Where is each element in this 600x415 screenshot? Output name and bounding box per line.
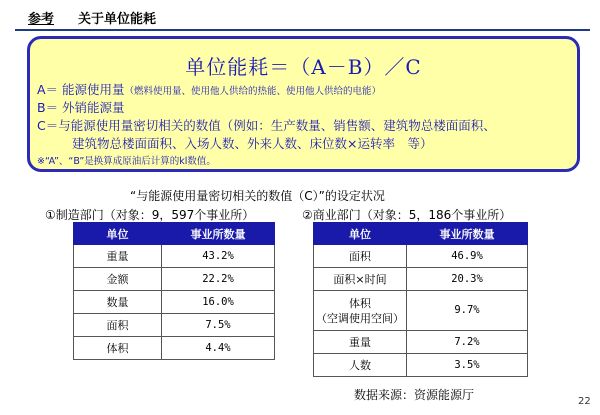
value-cell: 7.2% [407, 331, 528, 354]
table-row [74, 314, 275, 337]
manufacturing-table [73, 222, 275, 360]
value-cell: 20.3% [407, 268, 528, 291]
unit-cell: 数量 [74, 291, 162, 314]
unit-cell-main: 体积 [349, 296, 371, 310]
header-divider [15, 29, 590, 31]
unit-cell: 面积×时间 [314, 268, 407, 291]
table-row [74, 337, 275, 360]
manufacturing-label: ①制造部门（对象：9，597个事业所） [45, 208, 255, 222]
table-row [314, 268, 528, 291]
definition-c-line1: C＝与能源使用量密切相关的数值（例如：生产数量、销售额、建筑物总楼面面积、 [37, 118, 496, 133]
table-row [74, 268, 275, 291]
table-row [314, 354, 528, 377]
table-header-row [74, 223, 275, 245]
unit-cell: 面积 [314, 245, 407, 268]
value-cell: 3.5% [407, 354, 528, 377]
table-row [74, 291, 275, 314]
formula-footnote: ※“A”、“B”是换算成原油后计算的kl数值。 [37, 156, 216, 167]
definition-a-note: （燃料使用量、使用他人供给的热能、使用他人供给的电能） [124, 86, 382, 97]
reference-label: 参考 [28, 11, 55, 27]
formula-box [27, 36, 580, 172]
commercial-table [313, 222, 528, 377]
commercial-label: ②商业部门（对象：5，186个事业所） [302, 208, 512, 222]
unit-cell [314, 291, 407, 331]
unit-cell: 重量 [74, 245, 162, 268]
definition-a-text: A＝ 能源使用量 [37, 82, 125, 97]
formula-title: 单位能耗＝（A－B）／C [185, 55, 422, 79]
column-header-unit: 单位 [74, 223, 162, 245]
table-row [314, 245, 528, 268]
unit-cell: 重量 [314, 331, 407, 354]
data-source: 数据来源：资源能源厅 [354, 388, 475, 402]
value-cell: 16.0% [162, 291, 275, 314]
page-number: 22 [578, 396, 591, 407]
table-row [74, 245, 275, 268]
column-header-count: 事业所数量 [407, 223, 528, 245]
value-cell: 9.7% [407, 291, 528, 331]
definition-c-line2: 建筑物总楼面面积、入场人数、外来人数、床位数×运转率 等） [72, 136, 433, 151]
section-subtitle: “与能源使用量密切相关的数值（C）”的设定状况 [130, 189, 385, 203]
value-cell: 7.5% [162, 314, 275, 337]
unit-cell: 金额 [74, 268, 162, 291]
slide-header [28, 7, 156, 27]
unit-cell: 人数 [314, 354, 407, 377]
definition-b: B＝ 外销能源量 [37, 100, 125, 115]
value-cell: 4.4% [162, 337, 275, 360]
table-row [314, 291, 528, 331]
value-cell: 43.2% [162, 245, 275, 268]
slide-title: 关于单位能耗 [78, 11, 157, 27]
table-row [314, 331, 528, 354]
table-header-row [314, 223, 528, 245]
column-header-count: 事业所数量 [162, 223, 275, 245]
column-header-unit: 单位 [314, 223, 407, 245]
unit-cell: 体积 [74, 337, 162, 360]
unit-cell: 面积 [74, 314, 162, 337]
definition-a [37, 80, 381, 98]
unit-cell-subtext: （空调使用空间） [316, 311, 404, 325]
value-cell: 46.9% [407, 245, 528, 268]
value-cell: 22.2% [162, 268, 275, 291]
